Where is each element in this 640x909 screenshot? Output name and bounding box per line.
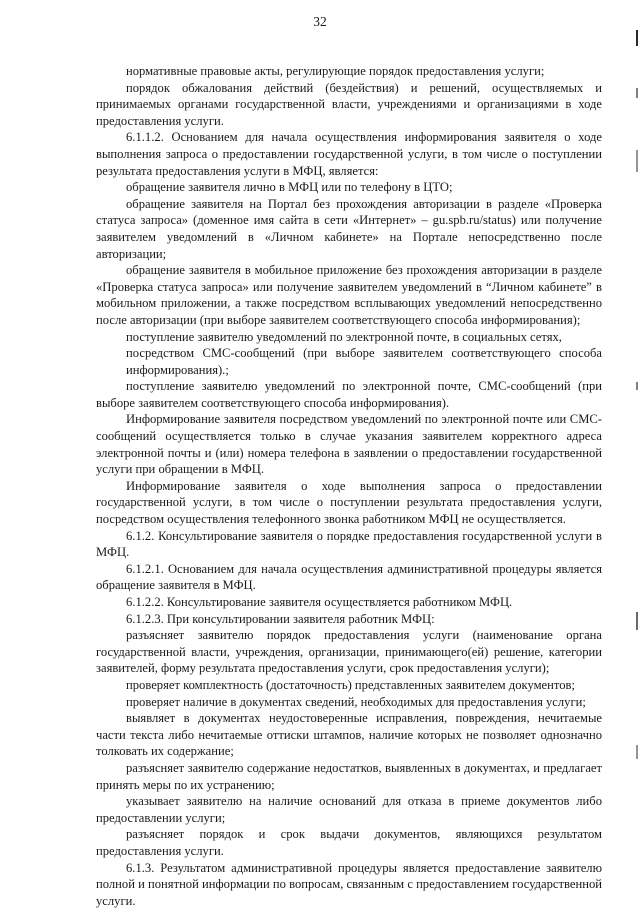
paragraph-appeal-procedure: порядок обжалования действий (бездействия) и решений, осуществляемых и принимаемых органами государственной власти, учреждениями и организациями в ходе предоставления услуги. [96,80,602,130]
paragraph-6-1-3: 6.1.3. Результатом административной процедуры является предоставление заявителю полной и понятной информации по вопросам, связанным с предоставлением государственной услуги. [96,860,602,909]
scan-edge-mark [636,88,638,98]
paragraph-6-1-2: 6.1.2. Консультирование заявителя о порядке предоставления государственной услуги в МФЦ. [96,528,602,561]
paragraph-mobile-app-appeal: обращение заявителя в мобильное приложение без прохождения авторизации в разделе «Проверка статуса запроса» или получение заявителем уведомлений в “Личном кабинете” в мобильном приложении, а также посредством всплывающих уведомлений непосредственно после авторизации (при выборе заявителем соответствующего способа информирования); [96,262,602,328]
scan-edge-mark [636,612,638,630]
paragraph-detects-corrections: выявляет в документах неудостоверенные исправления, повреждения, нечитаемые части текста либо нечитаемые оттиски штампов, наличие которых не позволяет однозначно толковать их содержание; [96,710,602,760]
paragraph-portal-appeal: обращение заявителя на Портал без прохождения авторизации в разделе «Проверка статуса запроса» (доменное имя сайта в сети «Интернет» – gu.spb.ru/status) или получение заявителем уведомлений в «Личном кабинете» на Портале непосредственно после авторизации; [96,196,602,262]
paragraph-refusal-grounds: указывает заявителю на наличие оснований для отказа в приеме документов либо предоставлении услуги; [96,793,602,826]
paragraph-6-1-1-2: 6.1.1.2. Основанием для начала осуществления информирования заявителя о ходе выполнения запроса о предоставлении государственной услуги, в том числе о поступлении результата предоставления услуги в МФЦ, является: [96,129,602,179]
scan-edge-mark [636,382,638,390]
scan-edge-mark [636,745,638,759]
paragraph-explains-deficiencies: разъясняет заявителю содержание недостатков, выявленных в документах, и предлагает принять меры по их устранению; [96,760,602,793]
paragraph-email-sms-notifications: поступление заявителю уведомлений по электронной почте, СМС-сообщений (при выборе заявителем соответствующего способа информирования). [96,378,602,411]
paragraph-sms-notifications: посредством СМС-сообщений (при выборе заявителем соответствующего способа информирования).; [96,345,602,378]
paragraph-issuance-procedure: разъясняет порядок и срок выдачи документов, являющихся результатом предоставления услуги. [96,826,602,859]
paragraph-6-1-2-3: 6.1.2.3. При консультировании заявителя работник МФЦ: [96,611,602,628]
scan-edge-mark [636,150,638,172]
paragraph-personal-appeal: обращение заявителя лично в МФЦ или по телефону в ЦТО; [96,179,602,196]
paragraph-email-social-notifications: поступление заявителю уведомлений по электронной почте, в социальных сетях, [96,329,602,346]
paragraph-explains-procedure: разъясняет заявителю порядок предоставления услуги (наименование органа государственной власти, учреждения, организации, принимающего(ей) решение, категории заявителей, форму результата предоставления услуги, срок предоставления услуги); [96,627,602,677]
page-number: 32 [0,14,640,30]
paragraph-checks-completeness: проверяет комплектность (достаточность) представленных заявителем документов; [96,677,602,694]
paragraph-notification-conditions: Информирование заявителя посредством уведомлений по электронной почте или СМС-сообщений осуществляется только в случае указания заявителем корректного адреса электронной почты и (или) номера телефона в заявлении о предоставлении государственной услуги при обращении в МФЦ. [96,411,602,477]
document-body [96,63,602,909]
paragraph-6-1-2-2: 6.1.2.2. Консультирование заявителя осуществляется работником МФЦ. [96,594,602,611]
paragraph-6-1-2-1: 6.1.2.1. Основанием для начала осуществления административной процедуры является обращение заявителя в МФЦ. [96,561,602,594]
paragraph-checks-information: проверяет наличие в документах сведений, необходимых для предоставления услуги; [96,694,602,711]
scan-edge-mark [636,30,638,46]
paragraph-legal-acts: нормативные правовые акты, регулирующие порядок предоставления услуги; [96,63,602,80]
paragraph-phone-call-exclusion: Информирование заявителя о ходе выполнения запроса о предоставлении государственной услуги, в том числе о поступлении результата предоставления услуги, посредством осуществления телефонного звонка работником МФЦ не осуществляется. [96,478,602,528]
